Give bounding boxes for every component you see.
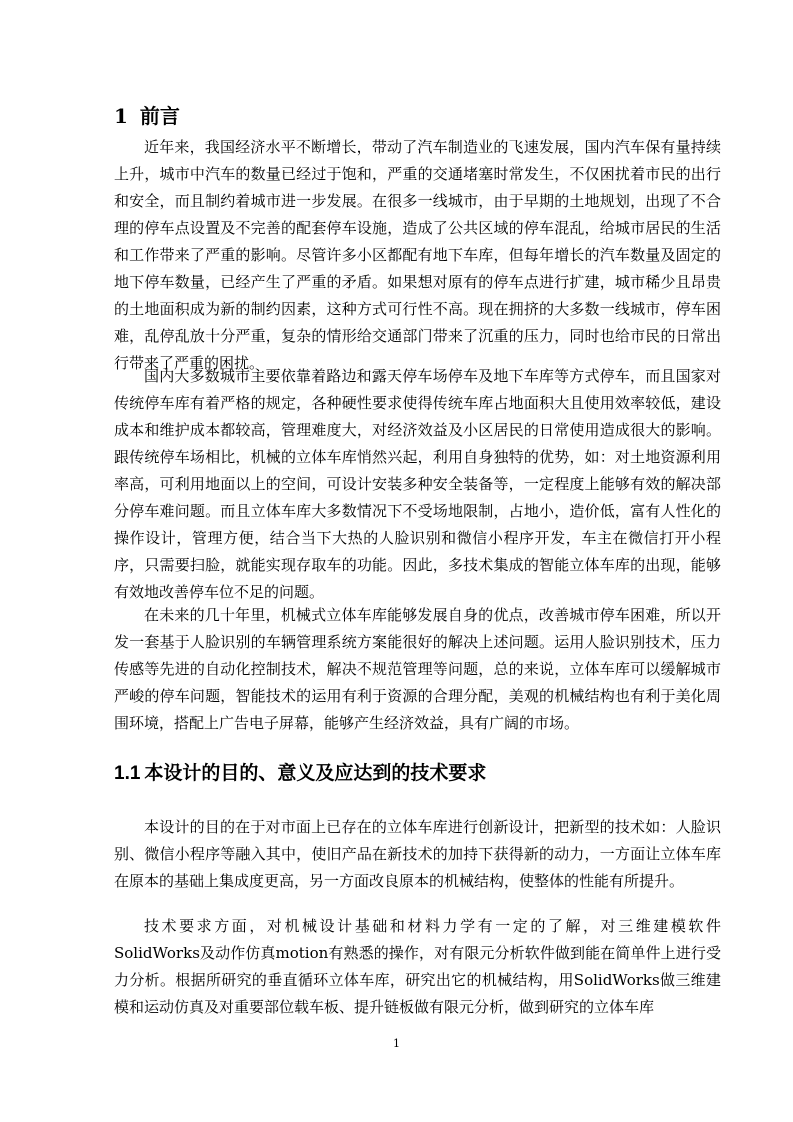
subsection-heading <box>114 760 486 787</box>
page-number: 1 <box>393 1037 400 1050</box>
body-paragraph: 国内大多数城市主要依靠着路边和露天停车场停车及地下车库等方式停车，而且国家对传统停车库有着严格的规定，各种硬性要求使得传统车库占地面积大且使用效率较低，建设成本和维护成本都较高，管理难度大，对经济效益及小区居民的日常使用造成很大的影响。跟传统停车场相比，机械的立体车库悄然兴起，利用自身独特的优势，如：对土地资源利用率高，可利用地面以上的空间，可设计安装多种安全装备等，一定程度上能够有效的解决部分停车难问题。而且立体车库大多数情况下不受场地限制，占地小，造价低，富有人性化的操作设计，管理方便，结合当下大热的人脸识别和微信小程序开发，车主在微信打开小程序，只需要扫脸，就能实现存取车的功能。因此，多技术集成的智能立体车库的出现，能够有效地改善停车位不足的问题。 <box>114 367 721 601</box>
section-title: 前言 <box>139 104 180 128</box>
body-paragraph: 技术要求方面，对机械设计基础和材料力学有一定的了解，对三维建模软件SolidWorks及动作仿真motion有熟悉的操作，对有限元分析软件做到能在简单件上进行受力分析。根据所研究的垂直循环立体车库，研究出它的机械结构，用SolidWorks做三维建模和运动仿真及对重要部位载车板、提升链板做有限元分析，做到研究的立体车库 <box>114 917 721 1016</box>
subsection-number: 1.1 <box>114 763 141 784</box>
body-paragraph: 本设计的目的在于对市面上已存在的立体车库进行创新设计，把新型的技术如：人脸识别、微信小程序等融入其中，使旧产品在新技术的加持下获得新的动力，一方面让立体车库在原本的基础上集成度更高，另一方面改良原本的机械结构，使整体的性能有所提升。 <box>114 818 721 890</box>
section-number: 1 <box>114 104 128 128</box>
body-paragraph: 在未来的几十年里，机械式立体车库能够发展自身的优点，改善城市停车困难，所以开发一套基于人脸识别的车辆管理系统方案能很好的解决上述问题。运用人脸识别技术，压力传感等先进的自动化控制技术，解决不规范管理等问题，总的来说，立体车库可以缓解城市严峻的停车问题，智能技术的运用有利于资源的合理分配，美观的机械结构也有利于美化周围环境，搭配上广告电子屏幕，能够产生经济效益，具有广阔的市场。 <box>114 606 721 732</box>
subsection-title: 本设计的目的、意义及应达到的技术要求 <box>144 762 487 784</box>
body-paragraph: 近年来，我国经济水平不断增长，带动了汽车制造业的飞速发展，国内汽车保有量持续上升，城市中汽车的数量已经过于饱和，严重的交通堵塞时常发生，不仅困扰着市民的出行和安全，而且制约着城市进一步发展。在很多一线城市，由于早期的土地规划，出现了不合理的停车点设置及不完善的配套停车设施，造成了公共区域的停车混乱，给城市居民的生活和工作带来了严重的影响。尽管许多小区都配有地下车库，但每年增长的汽车数量及固定的地下停车数量，已经产生了严重的矛盾。如果想对原有的停车点进行扩建，城市稀少且昂贵的土地面积成为新的制约因素，这种方式可行性不高。现在拥挤的大多数一线城市，停车困难，乱停乱放十分严重，复杂的情形给交通部门带来了沉重的压力，同时也给市民的日常出行带来了严重的困扰。 <box>114 138 721 372</box>
section-heading-1 <box>114 104 180 128</box>
